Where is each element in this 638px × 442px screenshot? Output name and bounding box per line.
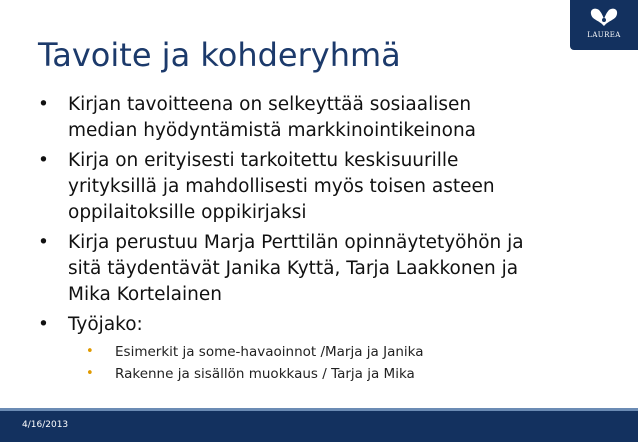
- bullet-text-line: median hyödyntämistä markkinointikeinona: [68, 120, 477, 141]
- bullet-text-line: Kirjan tavoitteena on selkeyttää sosiaalisen: [68, 94, 472, 115]
- bullet-item: [38, 92, 598, 144]
- bullet-text-line: oppilaitoksille oppikirjaksi: [68, 202, 307, 223]
- bullet-text-line: Kirja on erityisesti tarkoitettu keskisuurille: [68, 150, 459, 171]
- sub-bullet-text: Rakenne ja sisällön muokkaus / Tarja ja Mika: [115, 366, 415, 382]
- footer-divider: [0, 408, 638, 411]
- bullet-list: [38, 92, 598, 384]
- bullet-marker: •: [38, 314, 49, 335]
- bullet-marker: •: [38, 232, 49, 253]
- bullet-marker: •: [38, 94, 49, 115]
- logo-text: LAUREA: [587, 31, 621, 39]
- sub-bullet-list: [38, 342, 598, 384]
- sub-bullet-item: [38, 364, 598, 384]
- bullet-text-line: sitä täydentävät Janika Kyttä, Tarja Laakkonen ja: [68, 258, 519, 279]
- bullet-text-line: Työjako:: [68, 314, 143, 335]
- sub-bullet-marker: •: [86, 366, 94, 381]
- sub-bullet-item: [38, 342, 598, 362]
- bullet-text-line: Mika Kortelainen: [68, 284, 222, 305]
- bullet-item: [38, 312, 598, 338]
- slide-title: Tavoite ja kohderyhmä: [38, 36, 401, 74]
- sub-bullet-marker: •: [86, 344, 94, 359]
- bullet-item: [38, 148, 598, 226]
- bullet-item: [38, 230, 598, 308]
- bullet-text-line: yrityksillä ja mahdollisesti myös toisen asteen: [68, 176, 495, 197]
- footer-bar: [0, 408, 638, 442]
- sub-bullet-text: Esimerkit ja some-havaoinnot /Marja ja Janika: [115, 344, 424, 360]
- bullet-text-line: Kirja perustuu Marja Perttilän opinnäytetyöhön ja: [68, 232, 524, 253]
- laurea-wings-logo-icon: [590, 6, 618, 30]
- laurea-logo: [570, 0, 638, 50]
- footer-date: 4/16/2013: [22, 420, 69, 430]
- bullet-marker: •: [38, 150, 49, 171]
